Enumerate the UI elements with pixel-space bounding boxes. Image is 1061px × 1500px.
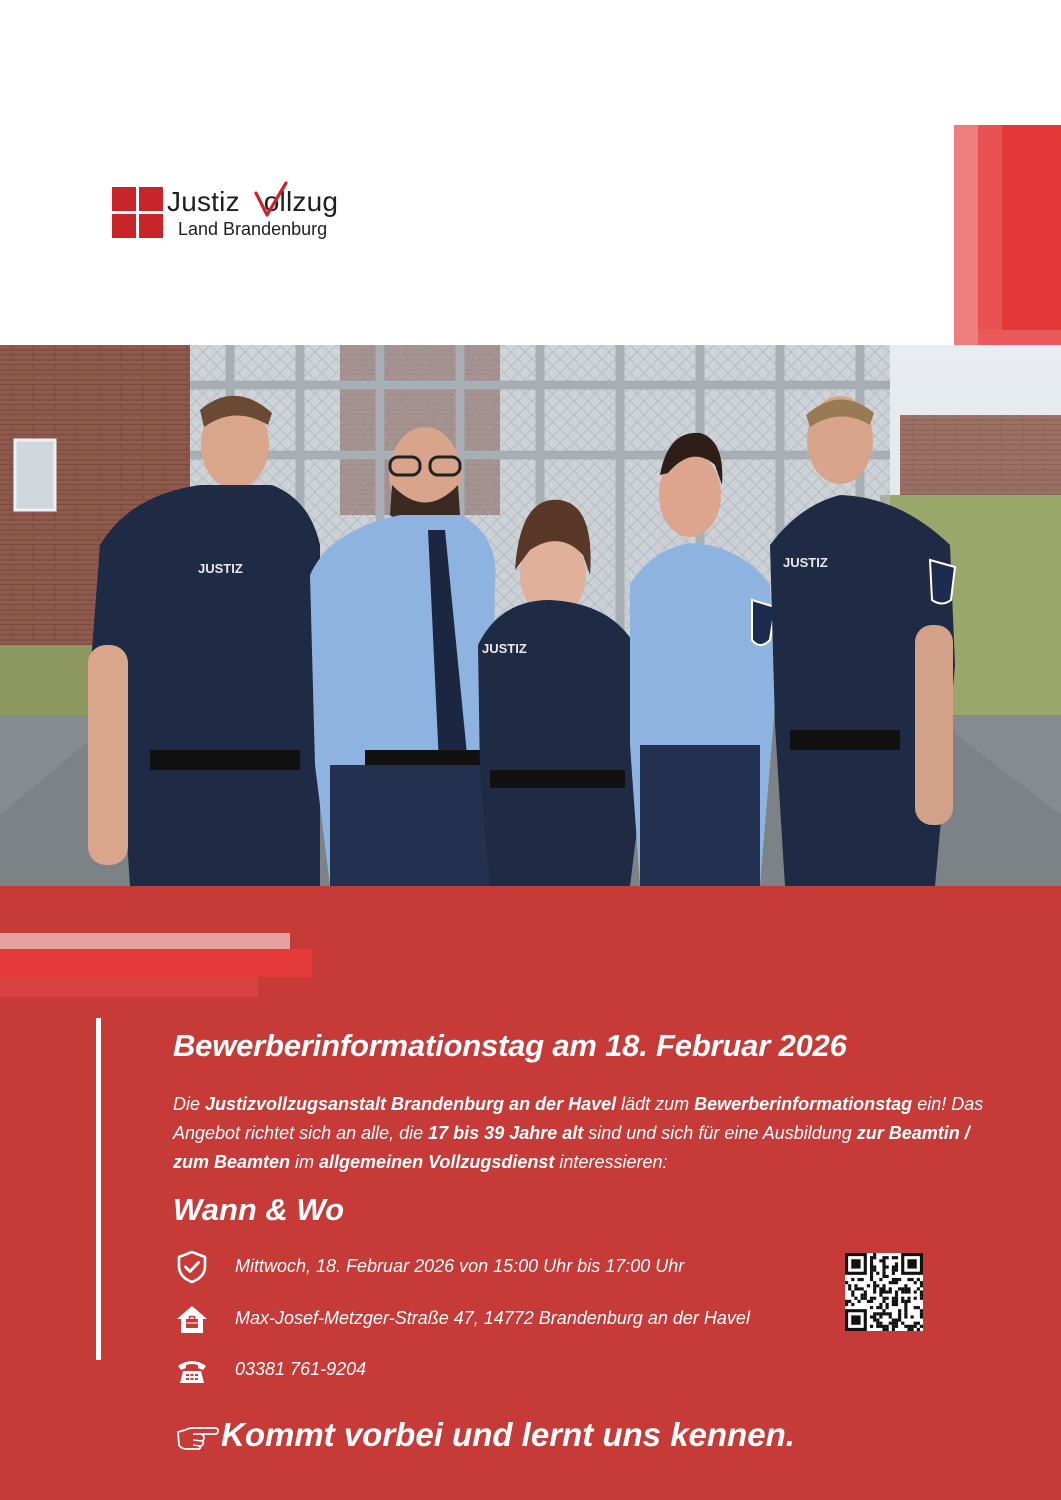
intro-text: Die bbox=[173, 1094, 206, 1114]
closing-line bbox=[175, 1416, 795, 1454]
shield-check-icon bbox=[175, 1250, 209, 1284]
intro-text: im bbox=[290, 1152, 320, 1172]
closing-text: Kommt vorbei und lernt uns kennen. bbox=[221, 1416, 795, 1453]
logo-checkmark-icon bbox=[250, 179, 290, 219]
event-date: Mittwoch, 18. Februar 2026 von 15:00 Uhr bis 17:00 Uhr bbox=[235, 1256, 685, 1276]
justizvollzug-logo bbox=[112, 187, 372, 247]
intro-text: sind und sich für eine Ausbildung bbox=[583, 1123, 857, 1143]
phone-row bbox=[175, 1353, 815, 1387]
decor-bar bbox=[1002, 125, 1061, 330]
event-address: Max-Josef-Metzger-Straße 47, 14772 Brandenburg an der Havel bbox=[235, 1308, 750, 1328]
logo-title-part2: ollzug bbox=[263, 186, 339, 217]
intro-text: lädt zum bbox=[616, 1094, 695, 1114]
intro-bold: Bewerberinformationstag bbox=[694, 1094, 913, 1114]
uniform-label: JUSTIZ bbox=[198, 561, 243, 576]
when-where-heading: Wann & Wo bbox=[173, 1192, 345, 1227]
event-headline: Bewerberinformationstag am 18. Februar 2026 bbox=[173, 1028, 847, 1063]
telephone-icon bbox=[175, 1353, 209, 1387]
intro-text: ein! Das Angebot richtet sich an alle, die bbox=[173, 1094, 984, 1143]
intro-bold: Justizvollzugsanstalt Brandenburg an der Havel bbox=[205, 1094, 617, 1114]
decor-bar bbox=[0, 949, 312, 977]
intro-bold: 17 bis 39 Jahre alt bbox=[428, 1123, 584, 1143]
pointing-hand-icon bbox=[175, 1420, 219, 1450]
intro-bold: zur Beamtin / zum Beamten bbox=[173, 1123, 970, 1172]
uniform-label: JUSTIZ bbox=[482, 641, 527, 656]
intro-bold: allgemeinen Vollzugsdienst bbox=[319, 1152, 555, 1172]
date-row bbox=[175, 1250, 815, 1284]
qr-code[interactable] bbox=[845, 1253, 923, 1331]
qr-code-icon bbox=[845, 1253, 923, 1331]
uniform-label: JUSTIZ bbox=[783, 555, 828, 570]
logo-subtitle: Land Brandenburg bbox=[178, 219, 328, 239]
vertical-divider bbox=[96, 1018, 101, 1360]
logo-title-part1: Justiz bbox=[167, 186, 240, 217]
house-briefcase-icon bbox=[175, 1302, 209, 1336]
logo-squares-icon bbox=[112, 187, 164, 239]
event-phone: 03381 761-9204 bbox=[235, 1359, 367, 1379]
decor-bar bbox=[0, 977, 258, 997]
team-photo bbox=[0, 345, 1061, 886]
intro-text: interessieren: bbox=[554, 1152, 668, 1172]
decor-bar bbox=[0, 933, 290, 949]
event-intro bbox=[173, 1090, 1003, 1177]
address-row bbox=[175, 1302, 815, 1336]
